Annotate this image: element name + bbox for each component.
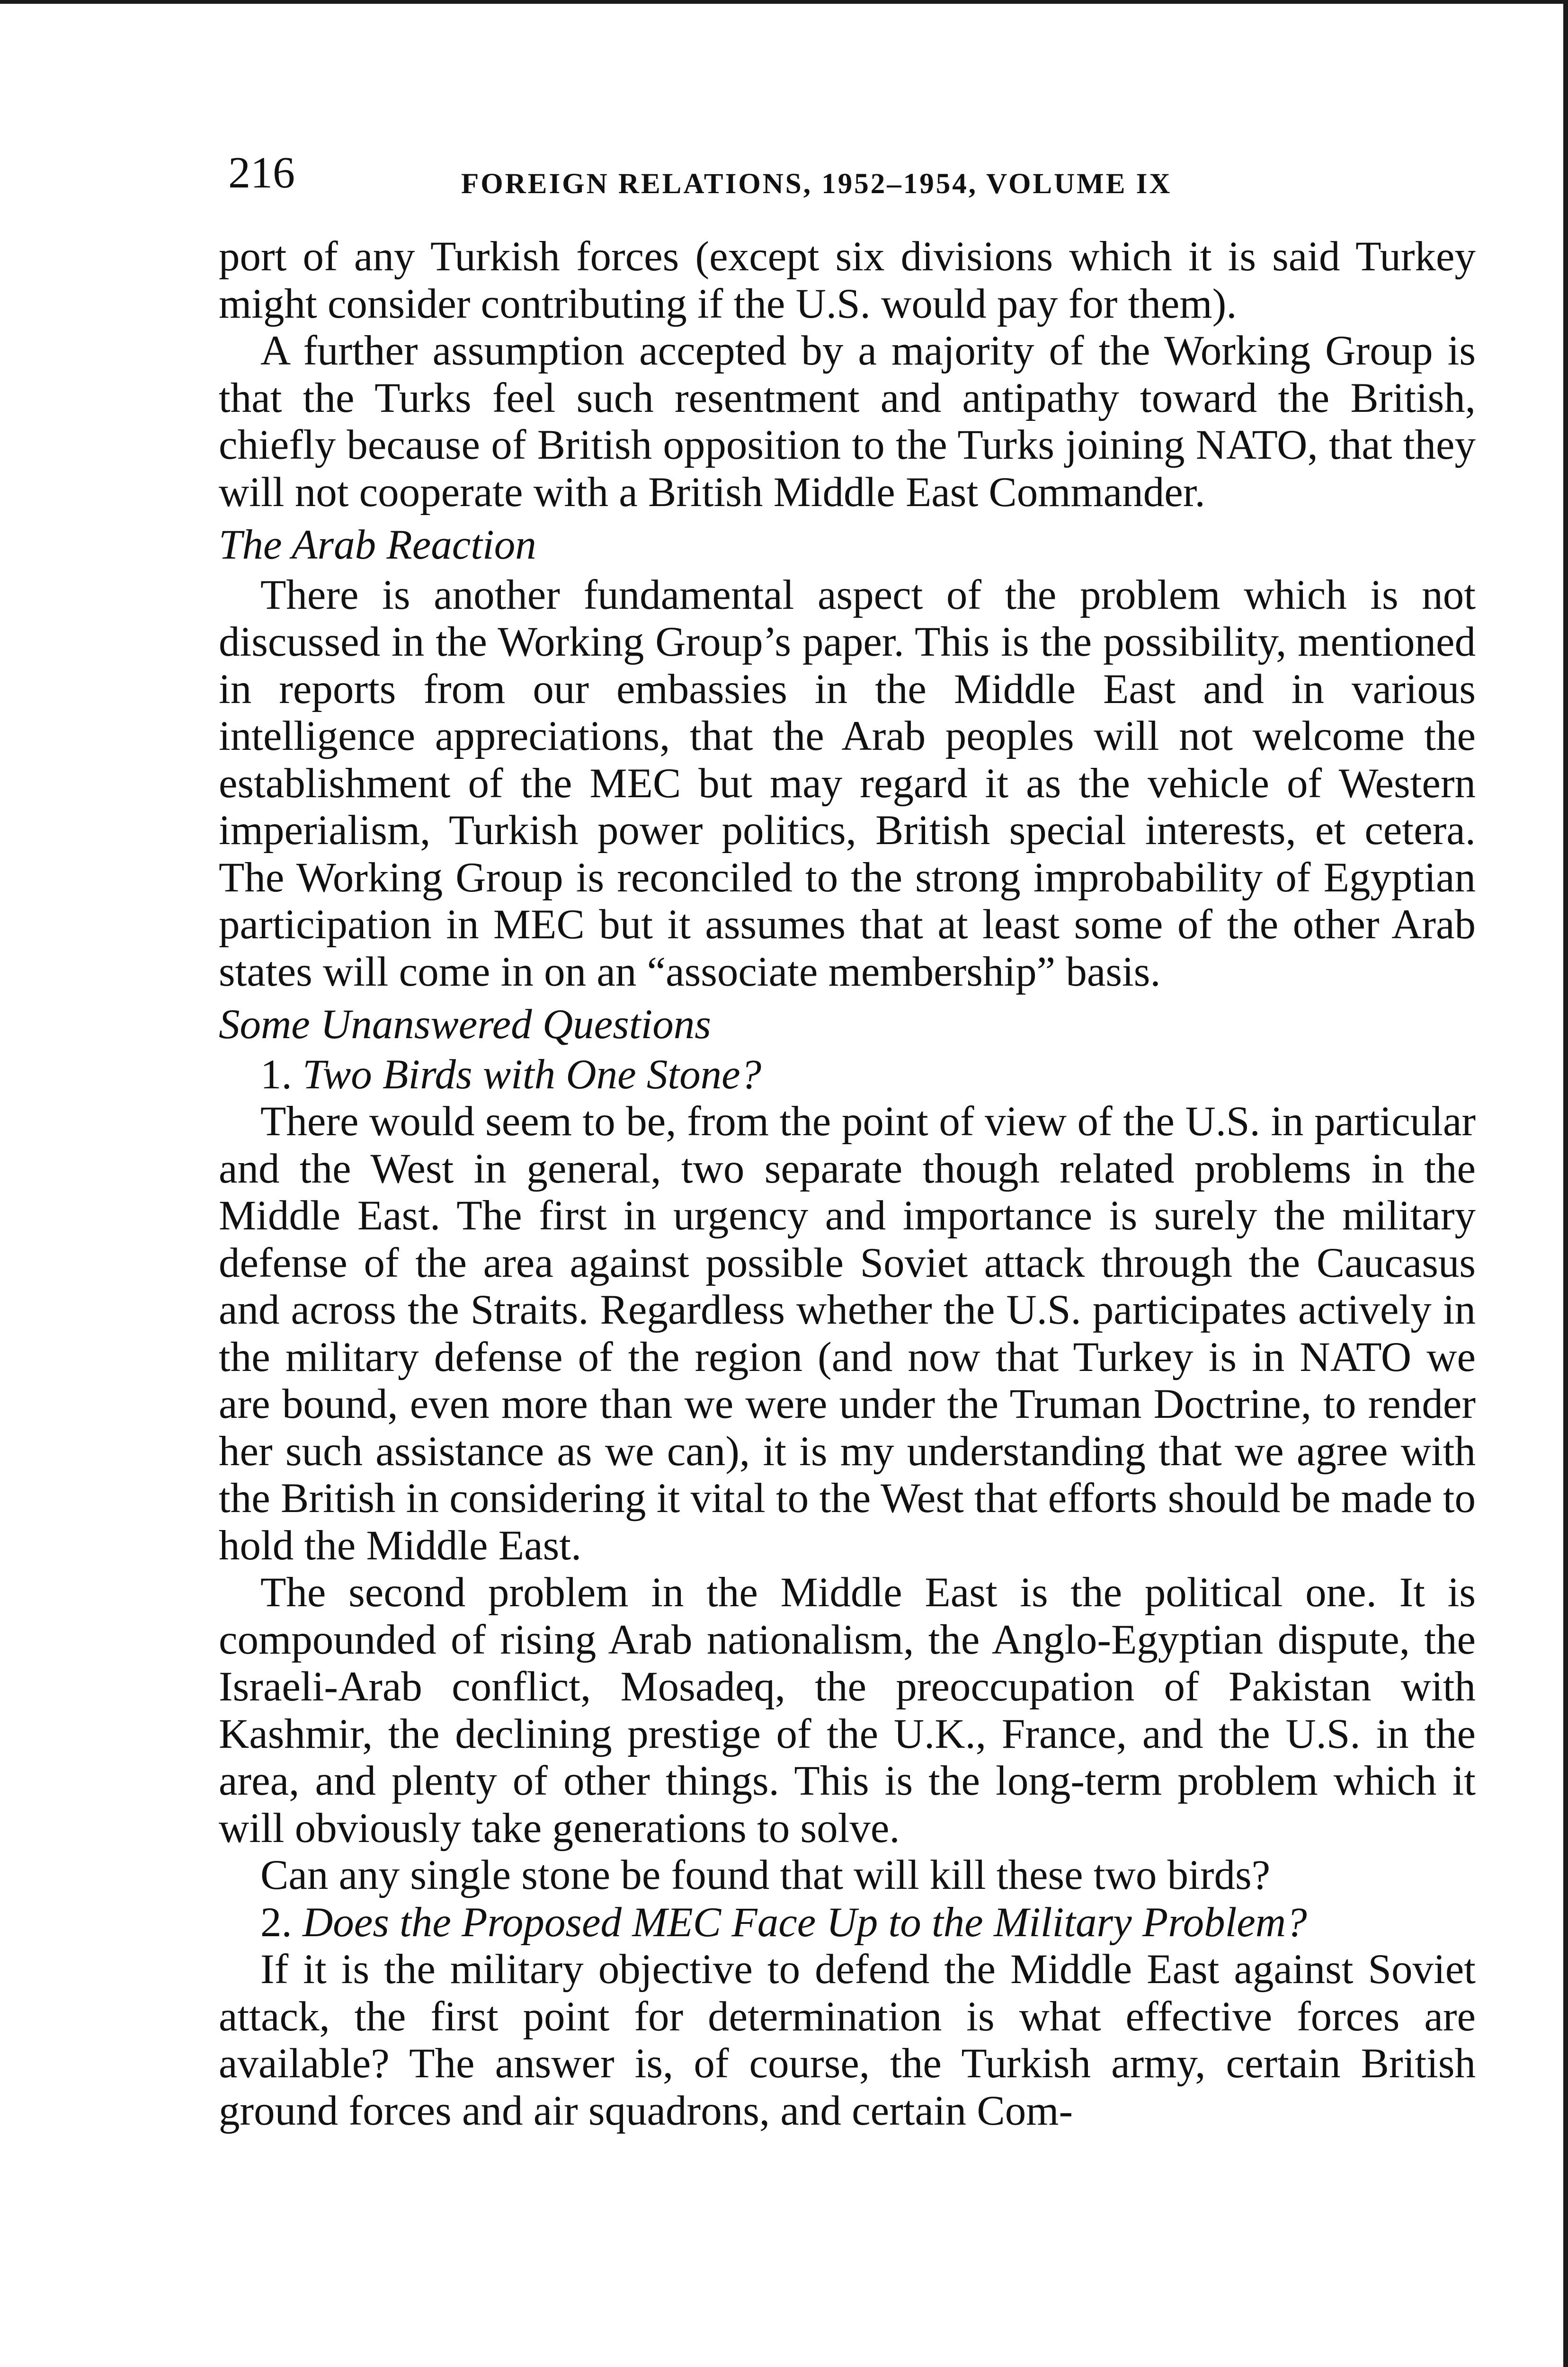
question-1-title: Two Birds with One Stone? (303, 1051, 762, 1098)
question-2-number: 2. (260, 1899, 292, 1946)
paragraph-single-stone: Can any single stone be found that will kill these two birds? (260, 1852, 1271, 1898)
running-head: FOREIGN RELATIONS, 1952–1954, VOLUME IX (461, 168, 1172, 200)
section-heading-unanswered-questions: Some Unanswered Questions (219, 1001, 711, 1048)
question-1-heading (219, 1051, 1476, 1099)
scan-border-right (1563, 0, 1568, 2367)
page-body (219, 233, 1476, 2135)
question-1-number: 1. (260, 1051, 292, 1098)
question-2-heading (219, 1899, 1476, 1947)
section-heading-arab-reaction: The Arab Reaction (219, 522, 536, 568)
paragraph-arab-reaction: There is another fundamental aspect of the problem which is not discussed in the Working Group’s paper. This is the possibility, mentioned in reports from our embassies in the Middle East and in various intelligence appreciations, that the Arab peoples will not welcome the establishment of the MEC but may regard it as the vehicle of Western imperialism, Turkish power politics, British special interests, et cetera. The Working Group is reconciled to the strong improbability of Egyptian participation in MEC but it assumes that at least some of the other Arab states will come in on an “associate membership” basis. (219, 571, 1476, 995)
question-2-title: Does the Proposed MEC Face Up to the Military Problem? (303, 1899, 1307, 1946)
page-header (223, 142, 1477, 218)
paragraph-military-objective: If it is the military objective to defend the Middle East against Soviet attack, the first point for determination is what effective forces are available? The answer is, of course, the Turkish army, certain British ground forces and air squadrons, and certain Com- (219, 1946, 1476, 2134)
paragraph-political-problem: The second problem in the Middle East is the political one. It is compounded of rising Arab nationalism, the Anglo-Egyptian dispute, the Israeli-Arab conflict, Mosadeq, the preoccupation of Pakistan with Kashmir, the declining prestige of the U.K., France, and the U.S. in the area, and plenty of other things. This is the long-term problem which it will obviously take generations to solve. (219, 1569, 1476, 1851)
paragraph-two-problems: There would seem to be, from the point of view of the U.S. in particular and the West in general, two separate though related problems in the Middle East. The first in urgency and importance is surely the military defense of the area against possible Soviet attack through the Caucasus and across the Straits. Regardless whether the U.S. participates actively in the military defense of the region (and now that Turkey is in NATO we are bound, even more than we were under the Truman Doctrine, to render her such assistance as we can), it is my understanding that we agree with the British in considering it vital to the West that efforts should be made to hold the Middle East. (219, 1098, 1476, 1569)
page-number: 216 (228, 148, 295, 197)
paragraph-continuation: port of any Turkish forces (except six divisions which it is said Turkey might consider contributing if the U.S. would pay for them). (219, 233, 1476, 327)
paragraph-turkish-assumption: A further assumption accepted by a majority of the Working Group is that the Turks feel such resentment and antipathy toward the British, chiefly because of British opposition to the Turks joining NATO, that they will not cooperate with a British Middle East Commander. (219, 328, 1476, 516)
scan-border-top (0, 0, 1568, 4)
